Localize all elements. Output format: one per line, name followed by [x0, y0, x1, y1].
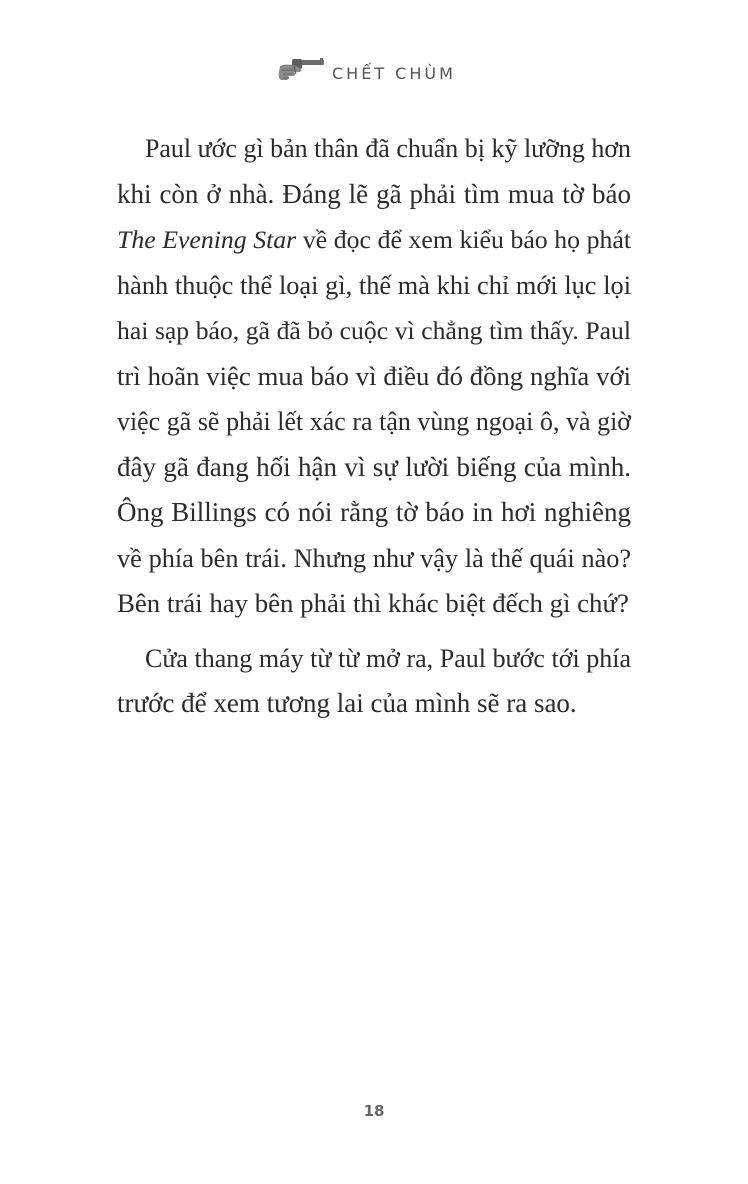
body-text: [117, 126, 631, 727]
text-line: Cửa thang máy từ từ mở ra, Paul bước tới phía: [145, 643, 631, 673]
text-line: về phía bên trái. Nhưng như vậy là thế quái nào?: [117, 543, 631, 573]
revolver-hand-icon: [278, 56, 326, 86]
text-line: việc gã sẽ phải lết xác ra tận vùng ngoại ô, và giờ: [117, 407, 631, 436]
text-line: hành thuộc thể loại gì, thế mà khi chỉ mới lục lọi: [117, 270, 631, 300]
paragraph-1: [117, 126, 631, 627]
running-header: [0, 56, 748, 96]
text-line: trì hoãn việc mua báo vì điều đó đồng nghĩa với: [117, 360, 631, 391]
text-line-rest: về đọc để xem kiểu báo họ phát: [296, 225, 632, 254]
text-line: [117, 217, 631, 263]
text-line: Bên trái hay bên phải thì khác biệt đếch gì chứ?: [117, 588, 629, 618]
paragraph-2: [117, 636, 631, 727]
text-line: đây gã đang hối hận vì sự lười biếng của mình.: [117, 451, 631, 482]
text-line: khi còn ở nhà. Đáng lẽ gã phải tìm mua tờ báo: [117, 178, 631, 209]
text-line: trước để xem tương lai của mình sẽ ra sao.: [117, 688, 577, 718]
running-title: CHẾT CHÙM: [332, 64, 456, 83]
text-line: hai sạp báo, gã đã bỏ cuộc vì chẳng tìm thấy. Paul: [117, 316, 631, 345]
page-number: 18: [363, 1102, 385, 1120]
newspaper-title: The Evening Star: [117, 225, 297, 254]
text-line: Ông Billings có nói rằng tờ báo in hơi nghiêng: [117, 497, 631, 527]
text-line: Paul ước gì bản thân đã chuẩn bị kỹ lưỡng hơn: [145, 134, 631, 163]
